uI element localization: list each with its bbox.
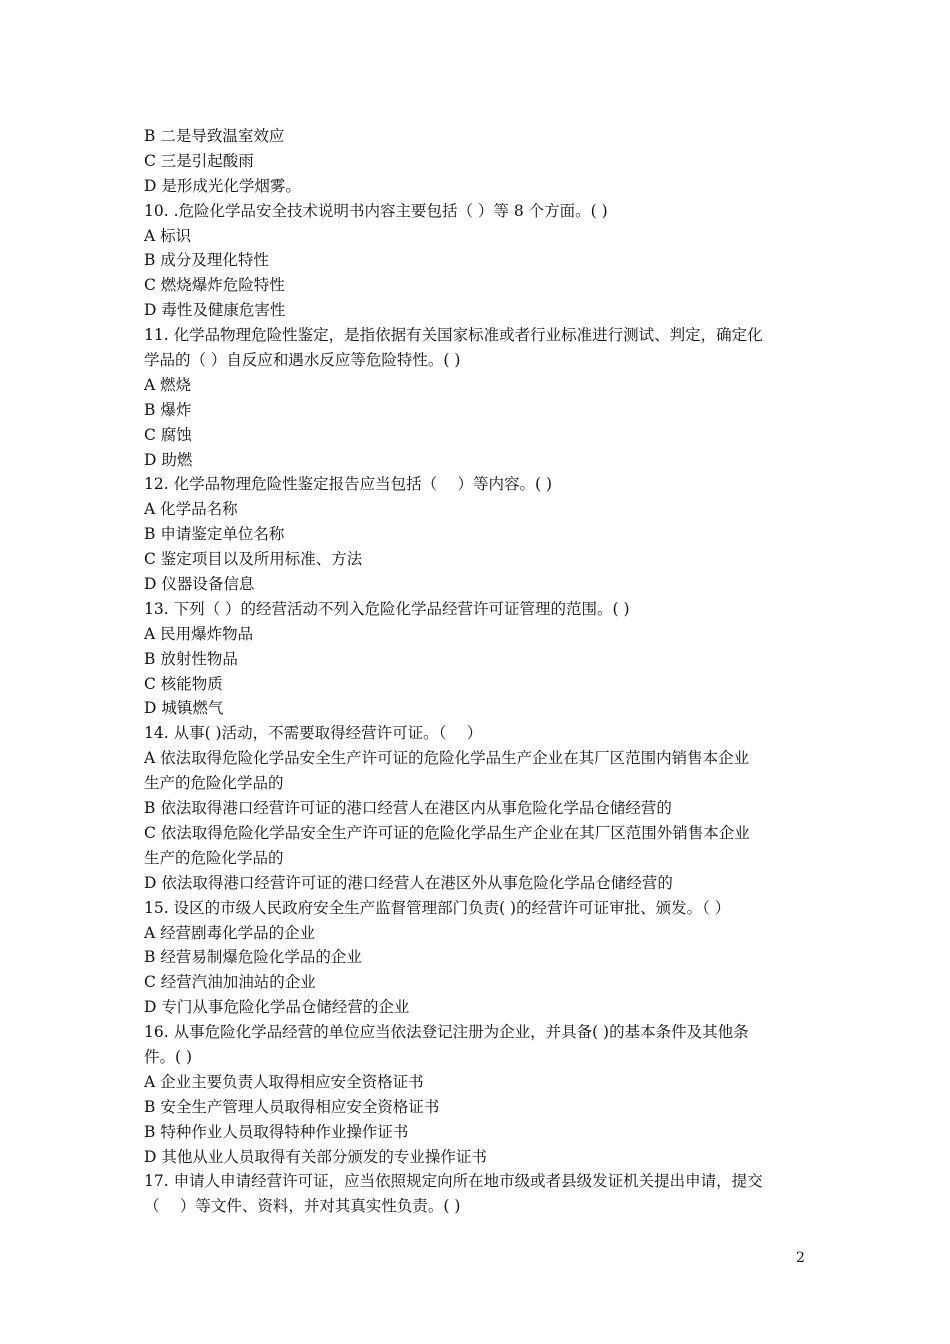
question-line: 13. 下列（ ）的经营活动不列入危险化学品经营许可证管理的范围。( ): [144, 599, 630, 618]
option-line: B 成分及理化特性: [144, 251, 269, 270]
option-line: A 依法取得危险化学品安全生产许可证的危险化学品生产企业在其厂区范围内销售本企业: [144, 749, 750, 768]
option-line: B 依法取得港口经营许可证的港口经营人在港区内从事危险化学品仓储经营的: [144, 799, 672, 818]
option-line: D 毒性及健康危害性: [144, 301, 286, 320]
option-line: B 特种作业人员取得特种作业操作证书: [144, 1122, 409, 1141]
question-line: 14. 从事( )活动，不需要取得经营许可证。（ ）: [144, 724, 483, 743]
option-line: C 鉴定项目以及所用标准、方法: [144, 550, 363, 569]
option-line: C 腐蚀: [144, 425, 192, 444]
option-line: D 仪器设备信息: [144, 575, 255, 594]
option-line: B 经营易制爆危险化学品的企业: [144, 948, 362, 967]
option-line: A 燃烧: [144, 375, 192, 394]
page-number: 2: [796, 1250, 805, 1266]
option-line: C 燃烧爆炸危险特性: [144, 276, 285, 295]
option-line: B 放射性物品: [144, 649, 238, 668]
option-line: A 化学品名称: [144, 500, 238, 519]
question-line: 12. 化学品物理危险性鉴定报告应当包括（ ）等内容。( ): [144, 475, 553, 494]
option-line: D 依法取得港口经营许可证的港口经营人在港区外从事危险化学品仓储经营的: [144, 873, 673, 892]
option-line: A 经营剧毒化学品的企业: [144, 923, 316, 942]
text-line: D 是形成光化学烟雾。: [144, 176, 301, 195]
text-line: C 三是引起酸雨: [144, 151, 254, 170]
question-line: 11. 化学品物理危险性鉴定，是指依据有关国家标准或者行业标准进行测试、判定，确定化: [144, 326, 763, 345]
option-line: C 核能物质: [144, 674, 223, 693]
text-line: B 二是导致温室效应: [144, 127, 285, 145]
option-line: A 标识: [144, 226, 192, 245]
question-line: （ ）等文件、资料，并对其真实性负责。( ): [144, 1197, 461, 1216]
option-line: A 企业主要负责人取得相应安全资格证书: [144, 1072, 424, 1091]
option-line: D 城镇燃气: [144, 699, 224, 718]
option-line: C 依法取得危险化学品安全生产许可证的危险化学品生产企业在其厂区范围外销售本企业: [144, 823, 750, 842]
page-body: [144, 124, 814, 1219]
question-line: 10. .危险化学品安全技术说明书内容主要包括（ ）等 8 个方面。( ): [144, 201, 608, 220]
option-line: C 经营汽油加油站的企业: [144, 973, 316, 992]
option-line: B 爆炸: [144, 400, 192, 419]
question-line: 15. 设区的市级人民政府安全生产监督管理部门负责( )的经营许可证审批、颁发。（ ）: [144, 898, 731, 917]
option-line: D 专门从事危险化学品仓储经营的企业: [144, 998, 410, 1017]
option-line: B 安全生产管理人员取得相应安全资格证书: [144, 1097, 440, 1116]
option-line: A 民用爆炸物品: [144, 624, 254, 643]
question-line: 16. 从事危险化学品经营的单位应当依法登记注册为企业，并具备( )的基本条件及其他条: [144, 1023, 749, 1042]
option-line: D 助燃: [144, 450, 193, 469]
question-line: 17. 申请人申请经营许可证，应当依照规定向所在地市级或者县级发证机关提出申请，提交: [144, 1172, 763, 1191]
option-line: 生产的危险化学品的: [144, 774, 284, 793]
option-line: B 申请鉴定单位名称: [144, 525, 285, 544]
option-line: 生产的危险化学品的: [144, 848, 284, 867]
question-line: 学品的（ ）自反应和遇水反应等危险特性。( ): [144, 351, 461, 370]
option-line: D 其他从业人员取得有关部分颁发的专业操作证书: [144, 1147, 487, 1166]
question-line: 件。( ): [144, 1047, 193, 1066]
